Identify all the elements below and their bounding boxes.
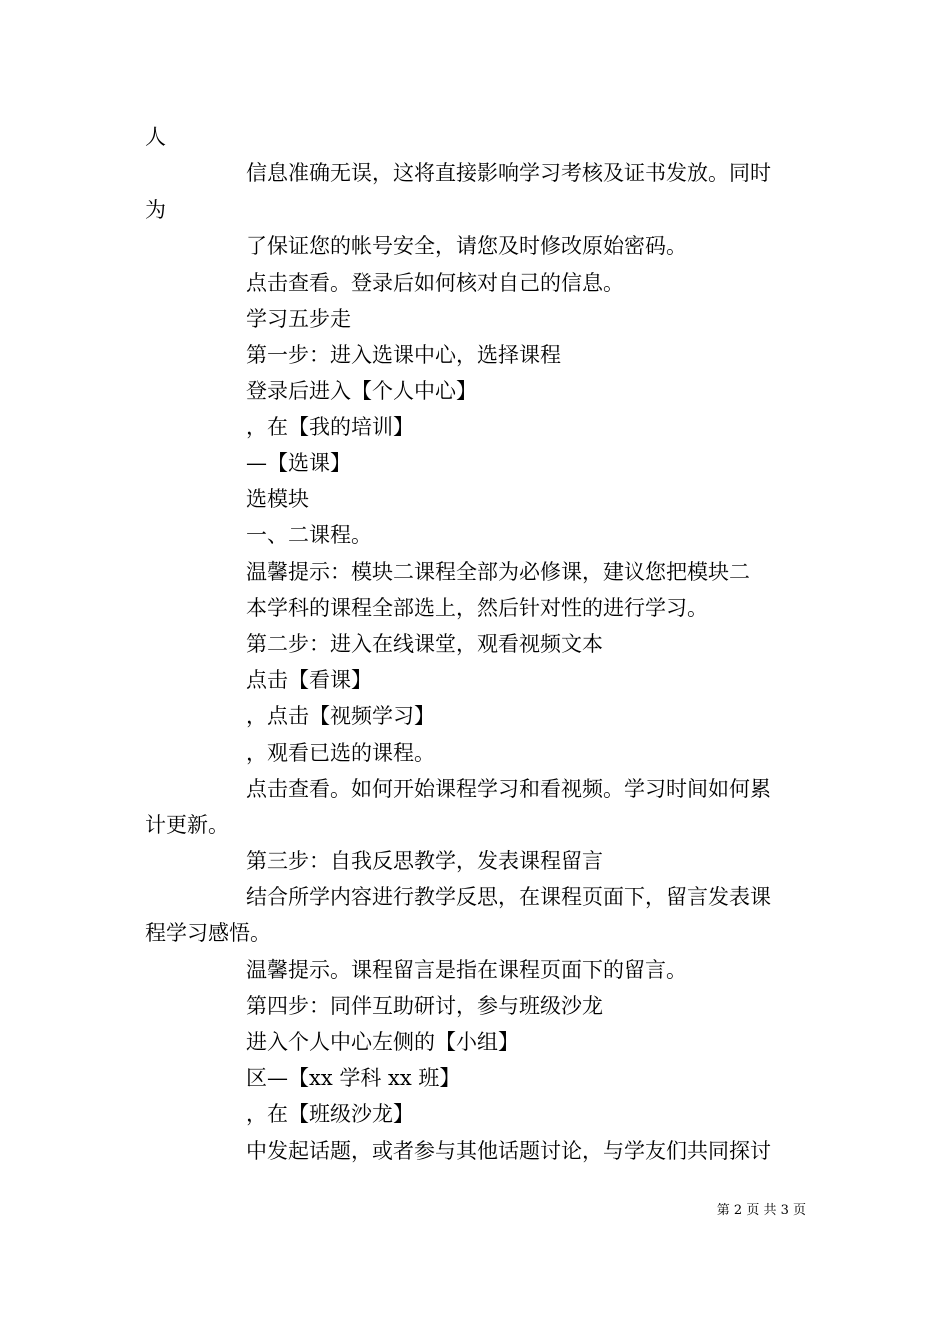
text-line: 第四步：同伴互助研讨，参与班级沙龙 bbox=[246, 994, 603, 1018]
text-line: 结合所学内容进行教学反思，在课程页面下，留言发表课 bbox=[246, 885, 771, 909]
text-line: ，在【班级沙龙】 bbox=[246, 1102, 414, 1126]
page-number-footer: 第 2 页 共 3 页 bbox=[716, 1203, 806, 1218]
text-line: 程学习感悟。 bbox=[145, 921, 271, 945]
text-line: 登录后进入【个人中心】 bbox=[246, 379, 477, 403]
text-line: 区—【xx 学科 xx 班】 bbox=[246, 1066, 461, 1090]
text-line: 中发起话题，或者参与其他话题讨论，与学友们共同探讨 bbox=[246, 1139, 771, 1163]
text-line: 温馨提示：模块二课程全部为必修课，建议您把模块二 bbox=[246, 560, 750, 584]
text-line: 点击【看课】 bbox=[246, 668, 372, 692]
text-line: —【选课】 bbox=[246, 451, 351, 475]
text-line: 第二步：进入在线课堂，观看视频文本 bbox=[246, 632, 603, 656]
text-line: 为 bbox=[145, 198, 166, 222]
text-line: ，在【我的培训】 bbox=[246, 415, 414, 439]
text-line: 选模块 bbox=[246, 487, 309, 511]
text-line: 学习五步走 bbox=[246, 307, 351, 331]
text-line: 本学科的课程全部选上，然后针对性的进行学习。 bbox=[246, 596, 708, 620]
text-line: ，点击【视频学习】 bbox=[246, 704, 435, 728]
text-line: 进入个人中心左侧的【小组】 bbox=[246, 1030, 519, 1054]
text-line: 人 bbox=[145, 125, 166, 149]
text-line: 点击查看。登录后如何核对自己的信息。 bbox=[246, 271, 624, 295]
text-line: 了保证您的帐号安全，请您及时修改原始密码。 bbox=[246, 234, 687, 258]
text-line: ，观看已选的课程。 bbox=[246, 741, 435, 765]
text-line: 温馨提示。课程留言是指在课程页面下的留言。 bbox=[246, 958, 687, 982]
text-line: 计更新。 bbox=[145, 813, 229, 837]
text-line: 一、二课程。 bbox=[246, 523, 372, 547]
text-line: 第三步：自我反思教学，发表课程留言 bbox=[246, 849, 603, 873]
text-line: 点击查看。如何开始课程学习和看视频。学习时间如何累 bbox=[246, 777, 771, 801]
text-line: 第一步：进入选课中心，选择课程 bbox=[246, 343, 561, 367]
text-line: 信息准确无误，这将直接影响学习考核及证书发放。同时 bbox=[246, 161, 771, 185]
